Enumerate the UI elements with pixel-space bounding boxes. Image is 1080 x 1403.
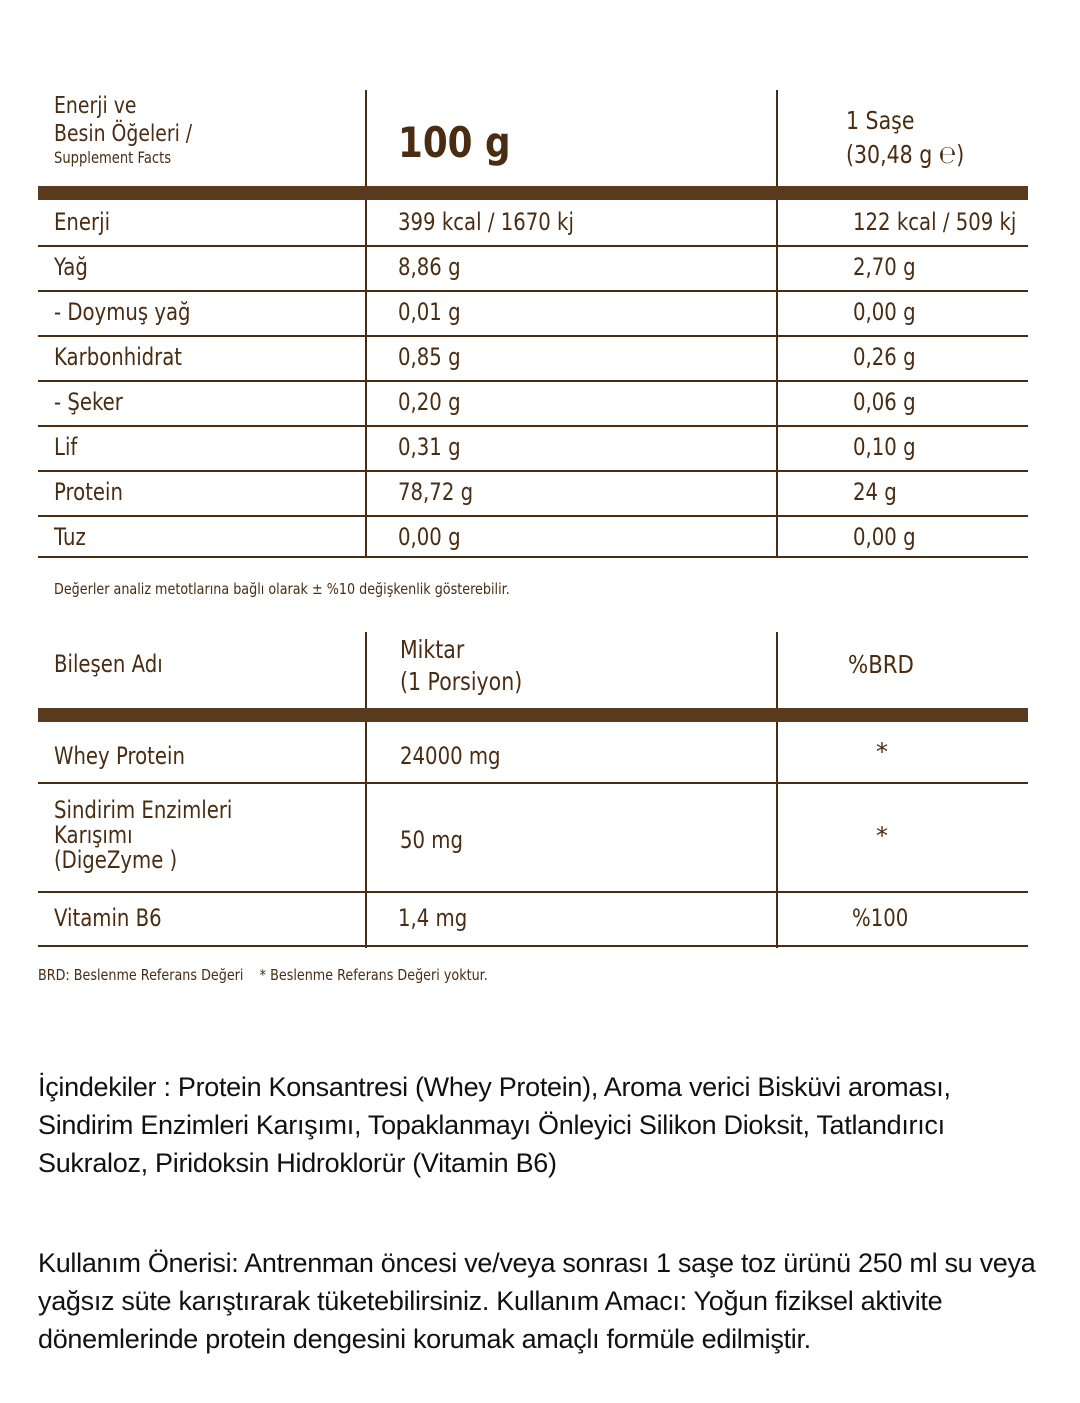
nutrient-name: - Doymuş yağ <box>54 298 191 326</box>
component-name-line: (DigeZyme ) <box>54 846 178 874</box>
header-brd: %BRD <box>848 650 914 679</box>
nutrient-per-100g: 0,20 g <box>398 388 461 416</box>
nutrient-per-serving: 0,10 g <box>853 433 916 461</box>
row-divider <box>38 945 1028 947</box>
row-divider <box>38 782 1028 784</box>
nutrient-per-100g: 0,01 g <box>398 298 461 326</box>
row-divider <box>38 515 1028 517</box>
header-energy-nutrients: Enerji ve Besin Öğeleri / Supplement Facts <box>54 93 193 167</box>
row-divider <box>38 470 1028 472</box>
component-amount: 1,4 mg <box>398 904 468 932</box>
ingredients-text: İçindekiler : Protein Konsantresi (Whey Protein), Aroma verici Bisküvi aroması, Sindirim Enzimleri Karışımı, Topaklanmayı Önleyici Silikon Dioksit, Tatlandırıcı Sukraloz, Piridoksin Hidroklorür (Vitamin B6) <box>38 1072 951 1178</box>
header-bar <box>38 186 1028 200</box>
nutrient-name: Protein <box>54 478 123 506</box>
component-amount: 50 mg <box>400 826 463 854</box>
header-100g: 100 g <box>398 118 511 167</box>
nutrient-per-100g: 0,31 g <box>398 433 461 461</box>
components-table <box>38 632 1028 948</box>
nutrient-name: Lif <box>54 433 78 461</box>
nutrient-per-100g: 399 kcal / 1670 kj <box>398 208 574 236</box>
row-divider <box>38 380 1028 382</box>
component-brd: %100 <box>852 904 909 932</box>
nutrition-note: Değerler analiz metotlarına bağlı olarak ± %10 değişkenlik gösterebilir. <box>54 580 510 598</box>
row-divider <box>38 335 1028 337</box>
nutrient-per-serving: 24 g <box>853 478 897 506</box>
column-divider <box>365 90 367 558</box>
row-divider <box>38 425 1028 427</box>
component-name-line: Karışımı <box>54 821 133 849</box>
nutrient-per-100g: 0,85 g <box>398 343 461 371</box>
row-divider <box>38 245 1028 247</box>
nutrient-per-serving: 0,06 g <box>853 388 916 416</box>
row-divider <box>38 891 1028 893</box>
brd-note: BRD: Beslenme Referans Değeri * Beslenme Referans Değeri yoktur. <box>38 966 488 984</box>
component-name-line: Sindirim Enzimleri <box>54 796 233 824</box>
nutrient-per-100g: 8,86 g <box>398 253 461 281</box>
nutrient-name: Yağ <box>54 253 88 281</box>
header-per-sachet: 1 Saşe (30,48 g ℮) <box>846 106 965 169</box>
nutrient-per-100g: 78,72 g <box>398 478 474 506</box>
column-divider <box>776 90 778 558</box>
component-name <box>54 798 232 873</box>
nutrient-name: Karbonhidrat <box>54 343 183 371</box>
usage-text: Kullanım Önerisi: Antrenman öncesi ve/veya sonrası 1 saşe toz ürünü 250 ml su veya yağsız süte karıştırarak tüketebilirsiniz. Kullanım Amacı: Yoğun fiziksel aktivite dönemlerinde protein dengesini korumak amaçlı formüle edilmiştir. <box>38 1248 1036 1354</box>
nutrient-name: Enerji <box>54 208 111 236</box>
component-name: Vitamin B6 <box>54 904 162 932</box>
nutrient-per-serving: 0,00 g <box>853 298 916 326</box>
header-bar <box>38 708 1028 722</box>
column-divider <box>776 632 778 948</box>
nutrient-per-serving: 122 kcal / 509 kj <box>853 208 1017 236</box>
nutrient-name: - Şeker <box>54 388 123 416</box>
component-name: Whey Protein <box>54 742 185 770</box>
component-amount: 24000 mg <box>400 742 501 770</box>
nutrition-table <box>38 90 1028 558</box>
nutrient-per-serving: 2,70 g <box>853 253 916 281</box>
row-divider <box>38 290 1028 292</box>
nutrient-per-serving: 0,00 g <box>853 523 916 551</box>
column-divider <box>365 632 367 948</box>
component-brd: * <box>876 738 888 766</box>
nutrient-per-serving: 0,26 g <box>853 343 916 371</box>
row-divider <box>38 556 1028 558</box>
header-component-name: Bileşen Adı <box>54 650 163 678</box>
nutrient-per-100g: 0,00 g <box>398 523 461 551</box>
nutrient-name: Tuz <box>54 523 86 551</box>
component-brd: * <box>876 822 888 850</box>
header-amount: Miktar (1 Porsiyon) <box>400 635 523 696</box>
